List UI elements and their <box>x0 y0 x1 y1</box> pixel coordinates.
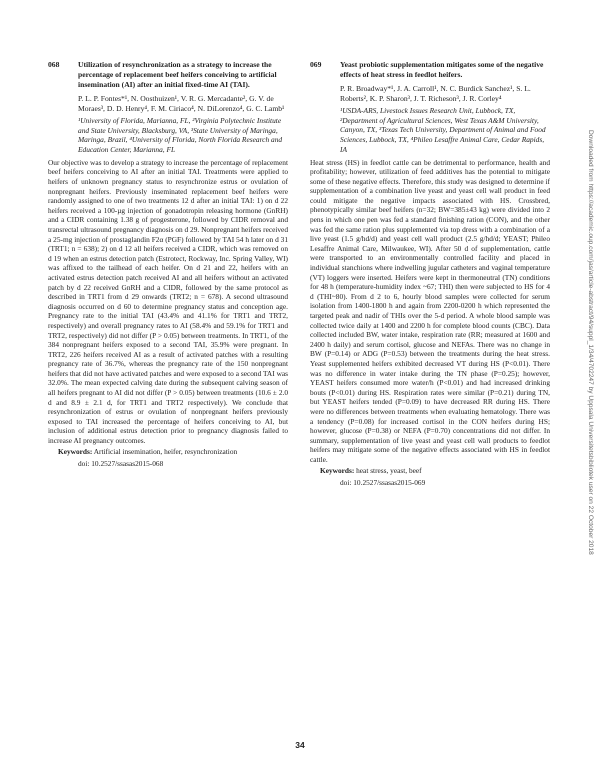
abstract-title: Utilization of resynchronization as a strategy to increase the percentage of replacement beef heifers conceiving to artificial insemination (AI) after an initial fixed-time AI (TAI). <box>78 60 277 89</box>
abstract-number: 069 <box>310 60 322 69</box>
doi-link[interactable]: doi: 10.2527/ssasas2015-068 <box>78 459 164 469</box>
abstract-title-row <box>310 60 550 80</box>
abstract-body <box>310 158 550 465</box>
abstract-title-row <box>48 60 288 90</box>
author-list: P. L. P. Fontes*¹, N. Oosthuizen¹, V. R. G. Mercadante², G. V. de Moraes³, D. D. Henry⁴, F. M. Ciriaco⁴, N. DiLorenzo⁴, G. C. Lamb¹ <box>78 94 285 113</box>
abstract-069 <box>310 60 550 488</box>
download-notice: Downloaded from https://academic.oup.com/jas/article-abstract/94/suppl_1/34/4702247 by Uppsala Universitetsbibliotek user on 22 October 2018 <box>587 130 594 555</box>
abstract-text: Heat stress (HS) in feedlot cattle can be detrimental to performance, health and profitability; however, utilization of feed additives has the potential to mitigate some of these negative effects. Therefore, this study was designed to determine if supplementation of a combination live yeast and yeast cell wall product in feed could mitigate the negative impacts associated with HS. Crossbred, phenotypically similar beef heifers (n=32; BW=385±43 kg) were divided into 2 pens in which one pen was fed a standard finishing ration (CON), and the other was fed the same ration plus supplemented via top dress with a combination of a live yeast (1.5 g/hd/d) and yeast cell wall product (2.5 g/hd/d; YEAST; Phileo Lesaffre Animal Care, Milwaukee, WI). After 50 d of supplementation, cattle were transported to an environmentally controlled facility and placed in individual stanchions where indwelling jugular catheters and vaginal temperature (VT) loggers were inserted. Heifers were kept in thermoneutral (TN) conditions for 48 h (temperature-humidity index ~67; THI) then were subjected to HS for 4 d (THI~80). From d 2 to 6, hourly blood samples were collected for serum isolation from 1400-1800 h and again from 2200-0200 h which represented the targeted peak and nadir of THIs over the 5-d period. A whole blood sample was collected twice daily at 1400 and 2200 h for complete blood counts (CBC). Data collected included BW, water intake, respiration rate (RR; measured at 1600 and 2400 h daily) and serum cortisol, glucose and NEFAs. There was no change in BW (P=0.14) or ADG (P=0.53) between the treatments during the heat stress. Yeast supplemented heifers exhibited decreased VT during HS (P<0.01). There was no difference in water intake during the TN phase (P=0.25); however, YEAST heifers consumed more water/h (P<0.01) and had increased drinking bouts (P<0.01) during HS. Respiration rates were similar (P=0.21) during TN, but YEAST heifers tended (P=0.09) to have decreased RR during HS. There were no differences between treatments when evaluating hematology. There was a tendency (P=0.08) for increased cortisol in the CON heifers during HS; however, glucose (P=0.38) or NEFA (P=0.70) concentrations did not differ. In summary, supplementation of live yeast and yeast cell wall products to feedlot heifers may mitigate some of the negative effects associated with HS in feedlot cattle. <box>310 157 550 464</box>
keywords-label: Keywords: <box>320 465 355 475</box>
keywords <box>310 466 550 476</box>
author-list: P. R. Broadway*¹, J. A. Carroll¹, N. C. Burdick Sanchez¹, S. L. Roberts², K. P. Sharon³, J. T. Richeson³, J. R. Corley⁴ <box>340 84 531 103</box>
abstract-number: 068 <box>48 60 60 69</box>
affiliations: ¹USDA-ARS, Livestock Issues Research Unit, Lubbock, TX, ²Department of Agricultural Sciences, West Texas A&M University, Canyon, TX, ³Texas Tech University, Department of Animal and Food Sciences, Lubbock, TX, ⁴Phileo Lesaffre Animal Care, Cedar Rapids, IA <box>340 106 546 154</box>
keywords-text: Artificial insemination, heifer, resynchronization <box>93 446 238 456</box>
abstract-text: Our objective was to develop a strategy to increase the percentage of replacement beef heifers conceiving to AI after an initial TAI. Treatments were applied to heifers of unknown pregnancy status to resynchronize estrus or ovulation of nonpregnant heifers. Previously inseminated replacement beef heifers were randomly assigned to one of two treatments 12 d after an initial TAI: 1) on d 22 heifers received a 100-µg injection of gonadotropin releasing hormone (GnRH) and a CIDR containing 1.38 g of progesterone, followed by CIDR removal and transrectal ultrasound pregnancy diagnosis on d 29. Nonpregnant heifers received a 25-mg injection of prostaglandin F2α (PGF) followed by TAI 54 h later on d 31 (TRT1; n = 638); 2) on d 12 all heifers received a CIDR, which was removed on d 19 when an estrus detection patch (Estrotect, Rockway, Inc. Spring Valley, WI) was affixed to the tailhead of each heifer. On d 21 and 22, heifers with an activated estrus detection patch received AI and all heifers without an activated patch by d 22 received GnRH and a CIDR, followed by the same protocol as described in TRT1 from d 29 onwards (TRT2; n = 678). A second ultrasound diagnosis occurred on d 60 to determine pregnancy status and conception age. Pregnancy rate to the initial TAI (43.4% and 41.1% for TRT1 and TRT2, respectively) and overall pregnancy rates to AI (58.4% and 59.1% for TRT1 and TRT2, respectively) did not differ (P > 0.05) between treatments. In TRT1, of the 384 nonpregnant heifers exposed to a second TAI, 35.9% were pregnant. In TRT2, 226 heifers received AI as a result of activated patches with a resulting pregnancy rate of 36.7%, whereas the pregnancy rate of the 150 nonpregnant heifers that did not have activated patches and were exposed to a second TAI was 32.0%. The mean expected calving date during the subsequent calving season of all heifers pregnant to AI did not differ (P > 0.05) between treatments (10.6 ± 2.0 d and 8.9 ± 2.1 d, for TRT1 and TRT2 respectively). We conclude that resynchronization of estrus or ovulation of nonpregnant heifers previously exposed to TAI increased the percentage of heifers conceiving to AI, but inclusion of additional estrus detection prior to pregnancy diagnosis failed to increase AI pregnancy outcomes. <box>48 157 288 446</box>
abstract-068 <box>48 60 288 469</box>
keywords-label: Keywords: <box>58 446 93 456</box>
abstract-body <box>48 158 288 446</box>
affiliations: ¹University of Florida, Marianna, FL, ²Virginia Polytechnic Institute and State University, Blacksburg, VA, ³State University of Maringa, Maringa, Brazil, ⁴University of Florida, North Florida Research and Education Center, Marianna, FL <box>78 116 283 155</box>
keywords <box>48 447 288 457</box>
keywords-text: heat stress, yeast, beef <box>356 465 422 475</box>
page-number: 34 <box>295 740 305 750</box>
abstract-title: Yeast probiotic supplementation mitigates some of the negative effects of heat stress in feedlot heifers. <box>340 60 544 79</box>
doi-link[interactable]: doi: 10.2527/ssasas2015-069 <box>340 478 426 488</box>
